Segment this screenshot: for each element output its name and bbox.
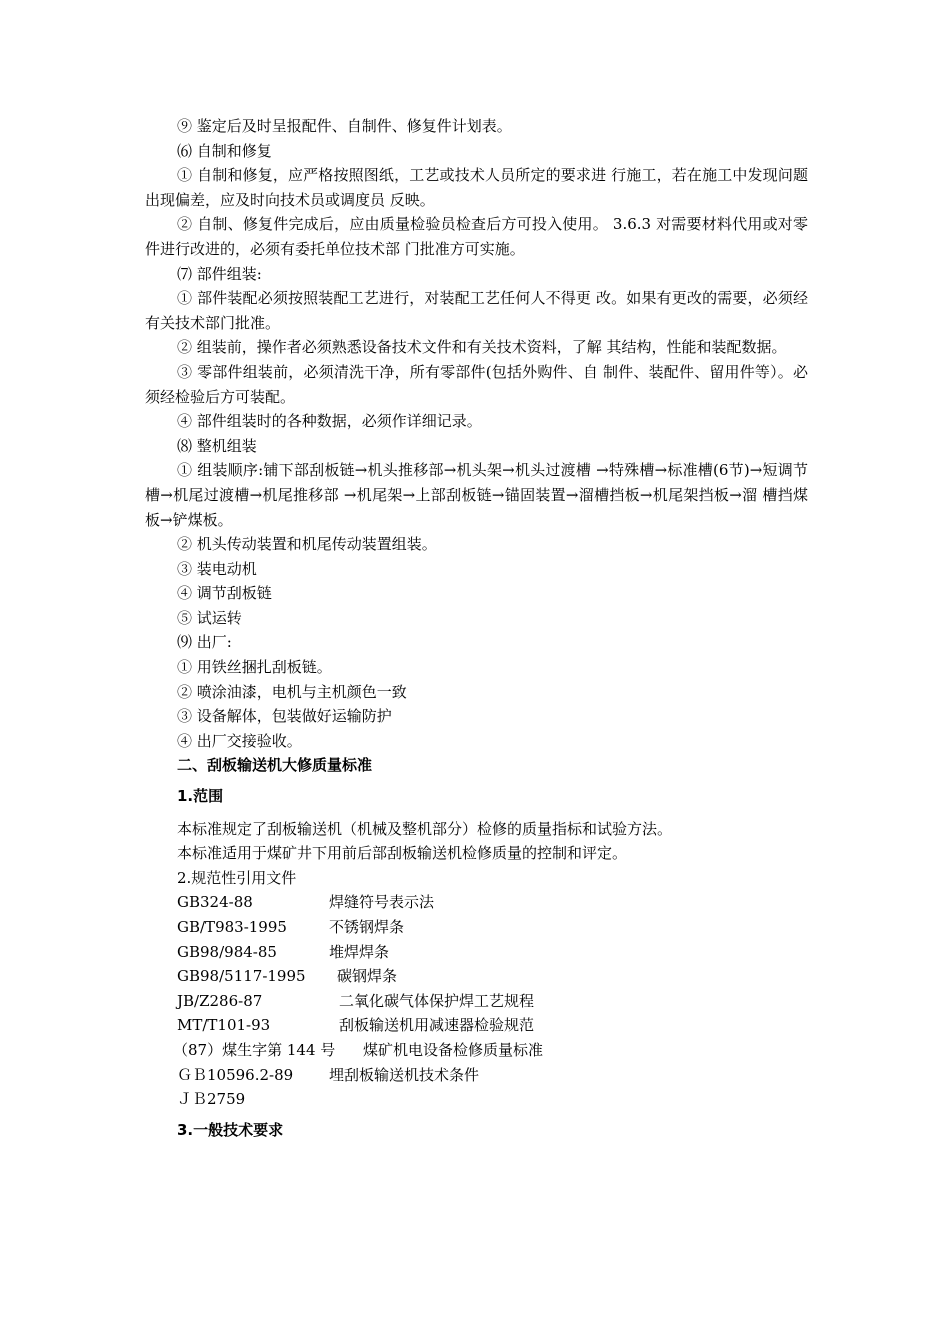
reference-title: 不锈钢焊条	[329, 918, 405, 936]
item-4-acceptance: ④ 出厂交接验收。	[177, 731, 302, 750]
reference-title: 二氧化碳气体保护焊工艺规程	[339, 991, 535, 1010]
heading-scope: 1.范围	[177, 787, 224, 806]
heading-self-made-repair: ⑹ 自制和修复	[177, 141, 272, 160]
reference-code: GB98/5117-1995	[177, 967, 306, 986]
item-1-assembly-process: ① 部件装配必须按照装配工艺进行，对装配工艺任何人不得更 改。如果有更改的需要，必须经有关技术部门批准。	[145, 289, 808, 332]
scope-paragraph-1: 本标准规定了刮板输送机（机械及整机部分）检修的质量指标和试验方法。	[177, 819, 673, 838]
reference-code: GB/T983-1995	[177, 918, 287, 936]
reference-row	[145, 940, 808, 965]
reference-title: 碳钢焊条	[337, 967, 398, 986]
item-4-chain-adjust: ④ 调节刮板链	[177, 584, 272, 603]
item-2-drive-assembly: ② 机头传动装置和机尾传动装置组装。	[177, 535, 437, 554]
heading-component-assembly: ⑺ 部件组装:	[177, 264, 262, 283]
reference-code: GB324-88	[177, 893, 253, 912]
reference-title: 焊缝符号表示法	[329, 893, 435, 912]
reference-title: 埋刮板输送机技术条件	[329, 1065, 480, 1084]
reference-code: ＧＢ10596.2-89	[177, 1065, 294, 1084]
heading-machine-assembly: ⑻ 整机组装	[177, 436, 257, 455]
heading-normative-references: 2.规范性引用文件	[177, 868, 297, 887]
reference-code: （87）煤生字第 144 号	[173, 1040, 336, 1059]
reference-code: JB/Z286-87	[177, 991, 263, 1010]
reference-row	[145, 915, 808, 940]
reference-code: GB98/984-85	[177, 942, 277, 961]
item-3-cleaning: ③ 零部件组装前，必须清洗干净，所有零部件(包括外购件、自 制件、装配件、留用件等）。必须经检验后方可装配。	[145, 362, 808, 406]
reference-row	[145, 964, 808, 989]
item-2-inspection: ② 自制、修复件完成后，应由质量检验员检查后方可投入使用。 3.6.3 对需要材料代用或对零件进行改进的，必须有委托单位技术部 门批准方可实施。	[145, 215, 808, 258]
reference-code: MT/T101-93	[177, 1016, 271, 1035]
reference-row	[145, 890, 808, 915]
reference-title: 刮板输送机用减速器检验规范	[339, 1016, 535, 1035]
reference-row	[145, 1063, 808, 1088]
reference-title: 煤矿机电设备检修质量标准	[363, 1040, 544, 1059]
item-5-test-run: ⑤ 试运转	[177, 608, 242, 627]
item-4-records: ④ 部件组装时的各种数据，必须作详细记录。	[177, 412, 482, 431]
reference-code: ＪＢ2759	[177, 1090, 246, 1109]
item-3-motor: ③ 装电动机	[177, 559, 257, 578]
reference-title: 堆焊焊条	[329, 942, 390, 961]
item-1-assembly-order: ① 组装顺序:铺下部刮板链→机头推移部→机头架→机头过渡槽 →特殊槽→标准槽(6节)→短调节槽→机尾过渡槽→机尾推移部 →机尾架→上部刮板链→锚固装置→溜槽挡板→机尾架挡板→溜 槽挡煤板→铲煤板。	[145, 461, 808, 529]
reference-row	[145, 1038, 808, 1063]
reference-row	[145, 1087, 808, 1112]
item-1-self-made-repair: ① 自制和修复，应严格按照图纸，工艺或技术人员所定的要求进 行施工，若在施工中发现问题出现偏差，应及时向技术员或调度员 反映。	[145, 166, 808, 209]
item-1-bind-chain: ① 用铁丝捆扎刮板链。	[177, 658, 332, 677]
scope-paragraph-2: 本标准适用于煤矿井下用前后部刮板输送机检修质量的控制和评定。	[177, 844, 628, 863]
document-page	[145, 114, 808, 1142]
item-2-before-assembly: ② 组装前，操作者必须熟悉设备技术文件和有关技术资料，了解 其结构，性能和装配数据。	[177, 338, 787, 357]
reference-row	[145, 989, 808, 1014]
heading-factory-exit: ⑼ 出厂:	[177, 633, 232, 652]
reference-row	[145, 1013, 808, 1038]
item-2-paint: ② 喷涂油漆，电机与主机颜色一致	[177, 682, 407, 701]
item-3-disassemble: ③ 设备解体，包装做好运输防护	[177, 707, 392, 726]
item-9-report-plan: ⑨ 鉴定后及时呈报配件、自制件、修复件计划表。	[177, 117, 512, 135]
reference-list	[145, 890, 808, 1111]
section-title-overhaul-standard: 二、刮板输送机大修质量标准	[177, 756, 373, 775]
heading-general-technical-requirements: 3.一般技术要求	[177, 1120, 284, 1139]
